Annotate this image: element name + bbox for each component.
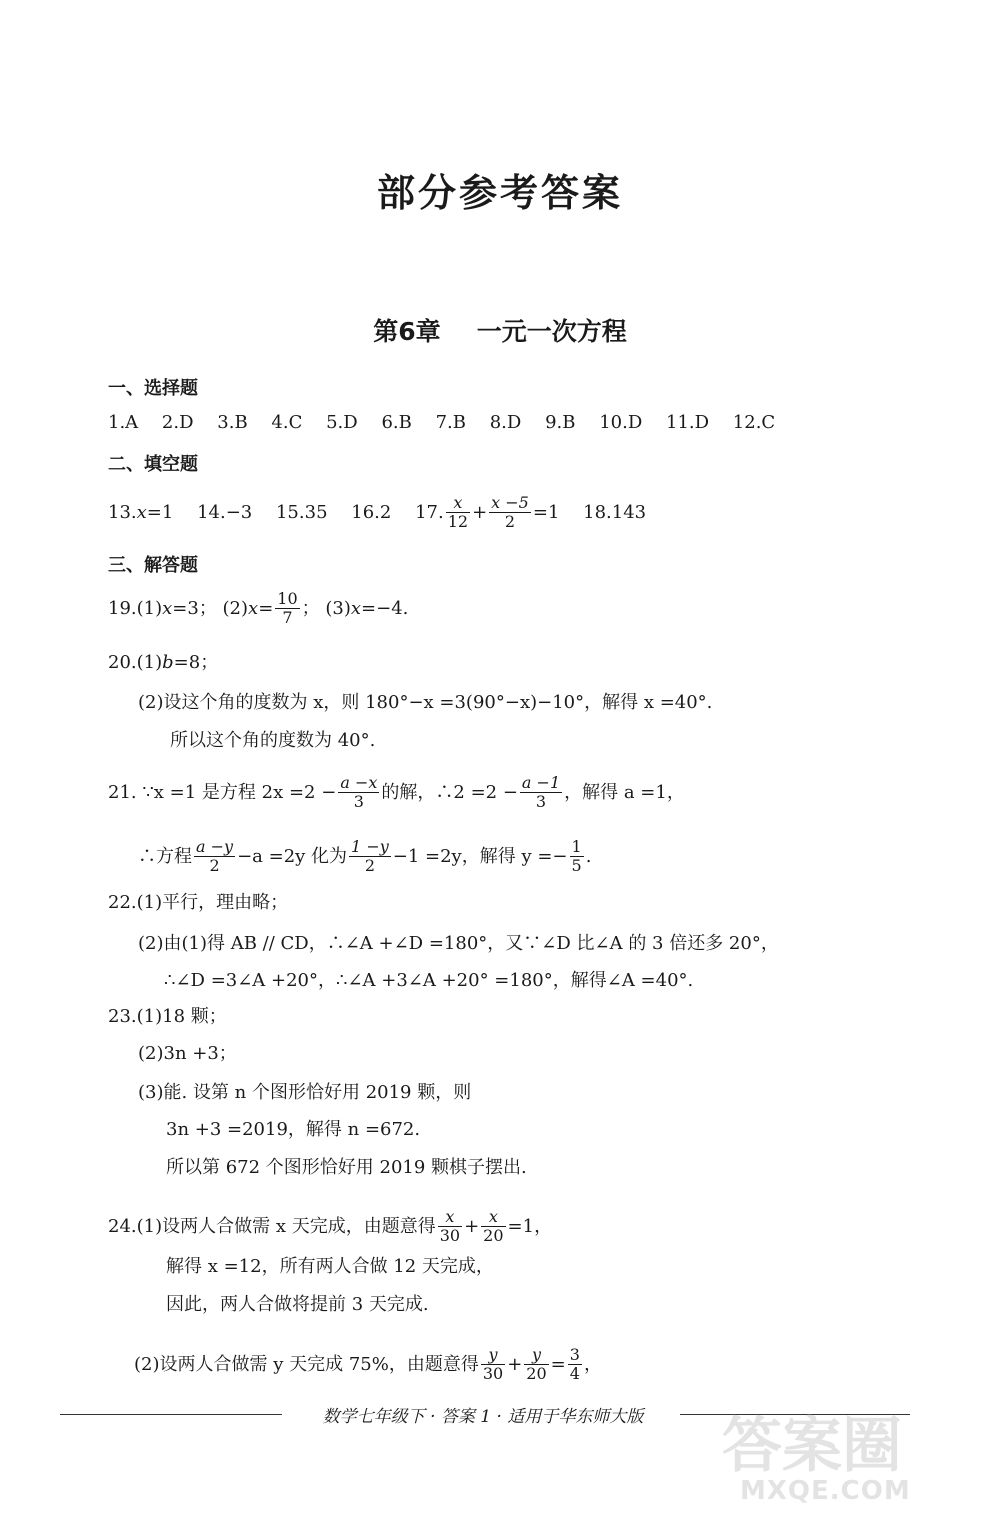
mc-answer: 4.C	[271, 412, 303, 433]
chapter-name: 一元一次方程	[476, 317, 627, 346]
answer-20-conclusion: 所以这个角的度数为 40°.	[170, 730, 376, 751]
answer-20-part2: (2)设这个角的度数为 x，则 180°−x =3(90°−x)−10°，解得 x =40°.	[138, 692, 713, 713]
answer-24-part2: (2)设两人合做需 y 天完成 75%，由题意得 $\frac{y}{30}$ + $\frac{y}{20}$ = $\frac{3}{4}$ ，	[134, 1345, 602, 1384]
watermark	[722, 1398, 992, 1508]
answer-22-part2-cont: ∴∠D =3∠A +20°，∴∠A +3∠A +20° =180°，解得∠A =40°.	[164, 970, 694, 991]
answer-21-line2: ∴方程 $\frac{a -y}{2}$ −a =2y 化为 $\frac{1 -y}{2}$ −1 =2y，解得 y =− $\frac{1}{5}$ .	[138, 837, 592, 876]
mc-answer: 5.D	[326, 412, 358, 433]
mc-answer: 8.D	[489, 412, 522, 433]
answer-22-part1: 22.(1)平行，理由略；	[108, 892, 289, 913]
fraction: $\frac{x}{30}$	[439, 1207, 461, 1246]
fill-answer-17: 17. $\frac{x}{12}$ + $\frac{x -5}{2}$ =1	[415, 493, 560, 532]
fraction: $\frac{a -1}{3}$	[521, 773, 561, 812]
mc-answer: 9.B	[545, 412, 576, 433]
answer-22-part2: (2)由(1)得 AB // CD，∴∠A +∠D =180°，又∵∠D 比∠A 的 3 倍还多 20°，	[138, 933, 779, 954]
fill-answer-14: 14.−3	[197, 501, 253, 523]
fill-answer-18: 18.143	[583, 501, 647, 523]
fraction: $\frac{a -y}{2}$	[196, 837, 234, 876]
fraction: $\frac{y}{30}$	[482, 1345, 504, 1384]
answer-24-part1: 24.(1)设两人合做需 x 天完成，由题意得 $\frac{x}{30}$ + $\frac{x}{20}$ =1，	[108, 1207, 553, 1246]
answer-23-part3: (3)能. 设第 n 个图形恰好用 2019 颗，则	[138, 1082, 472, 1103]
section-solutions: 三、解答题	[108, 555, 198, 576]
fraction: $\frac{x -5}{2}$	[491, 493, 529, 532]
fraction: $\frac{x}{20}$	[483, 1207, 504, 1246]
footer-text: 数学七年级下 · 答案 1 · 适用于华东师大版	[322, 1407, 644, 1427]
fraction: $\frac{10}{7}$	[277, 589, 298, 628]
fraction: $\frac{x}{12}$	[447, 493, 469, 532]
answer-23-equation: 3n +3 =2019，解得 n =672.	[166, 1119, 421, 1140]
mc-answer: 6.B	[381, 412, 412, 433]
fraction: $\frac{y}{20}$	[526, 1345, 547, 1384]
fraction: $\frac{1 -y}{2}$	[351, 837, 389, 876]
mc-answer: 10.D	[599, 412, 643, 433]
answer-19: 19.(1)x=3； (2)x= $\frac{10}{7}$ ； (3)x=−4.	[108, 589, 409, 628]
watermark-logo: 答案圈	[722, 1411, 902, 1481]
answer-23-part2: (2)3n +3；	[138, 1043, 237, 1064]
fraction: $\frac{1}{5}$	[571, 837, 582, 876]
fill-answer-16: 16.2	[351, 501, 392, 523]
fill-answer-13: 13.x=1	[108, 501, 174, 523]
mc-answer: 1.A	[108, 412, 139, 433]
answer-20-part1: 20.(1)b=8；	[108, 652, 219, 673]
answer-23-part1: 23.(1)18 颗；	[108, 1006, 227, 1027]
answer-24-solve: 解得 x =12，所有两人合做 12 天完成，	[166, 1256, 494, 1277]
fill-answer-15: 15.35	[275, 501, 328, 523]
page-title: 部分参考答案	[376, 171, 623, 215]
answer-21-line1: 21. ∵x =1 是方程 2x =2 − $\frac{a -x}{3}$ 的解，∴2 =2 − $\frac{a -1}{3}$ ，解得 a =1，	[108, 773, 685, 812]
mc-answer: 2.D	[161, 412, 194, 433]
section-fill-blank: 二、填空题	[108, 454, 198, 475]
fraction: $\frac{a -x}{3}$	[340, 773, 378, 812]
fraction: $\frac{3}{4}$	[569, 1345, 580, 1384]
mc-answer: 7.B	[435, 412, 466, 433]
chapter-heading	[0, 312, 1000, 348]
answer-23-conclusion: 所以第 672 个图形恰好用 2019 颗棋子摆出.	[166, 1157, 527, 1178]
chapter-number: 第6章	[373, 317, 441, 346]
mc-answer: 3.B	[217, 412, 248, 433]
footer-rule-left	[60, 1414, 282, 1415]
section-multiple-choice: 一、选择题	[108, 378, 198, 399]
fill-answers	[108, 494, 664, 532]
mc-answer: 12.C	[732, 412, 776, 433]
mc-answers	[108, 414, 793, 432]
mc-answer: 11.D	[666, 412, 710, 433]
answer-24-conclusion: 因此，两人合做将提前 3 天完成.	[166, 1294, 429, 1315]
watermark-url: MXQE.COM	[740, 1476, 911, 1506]
